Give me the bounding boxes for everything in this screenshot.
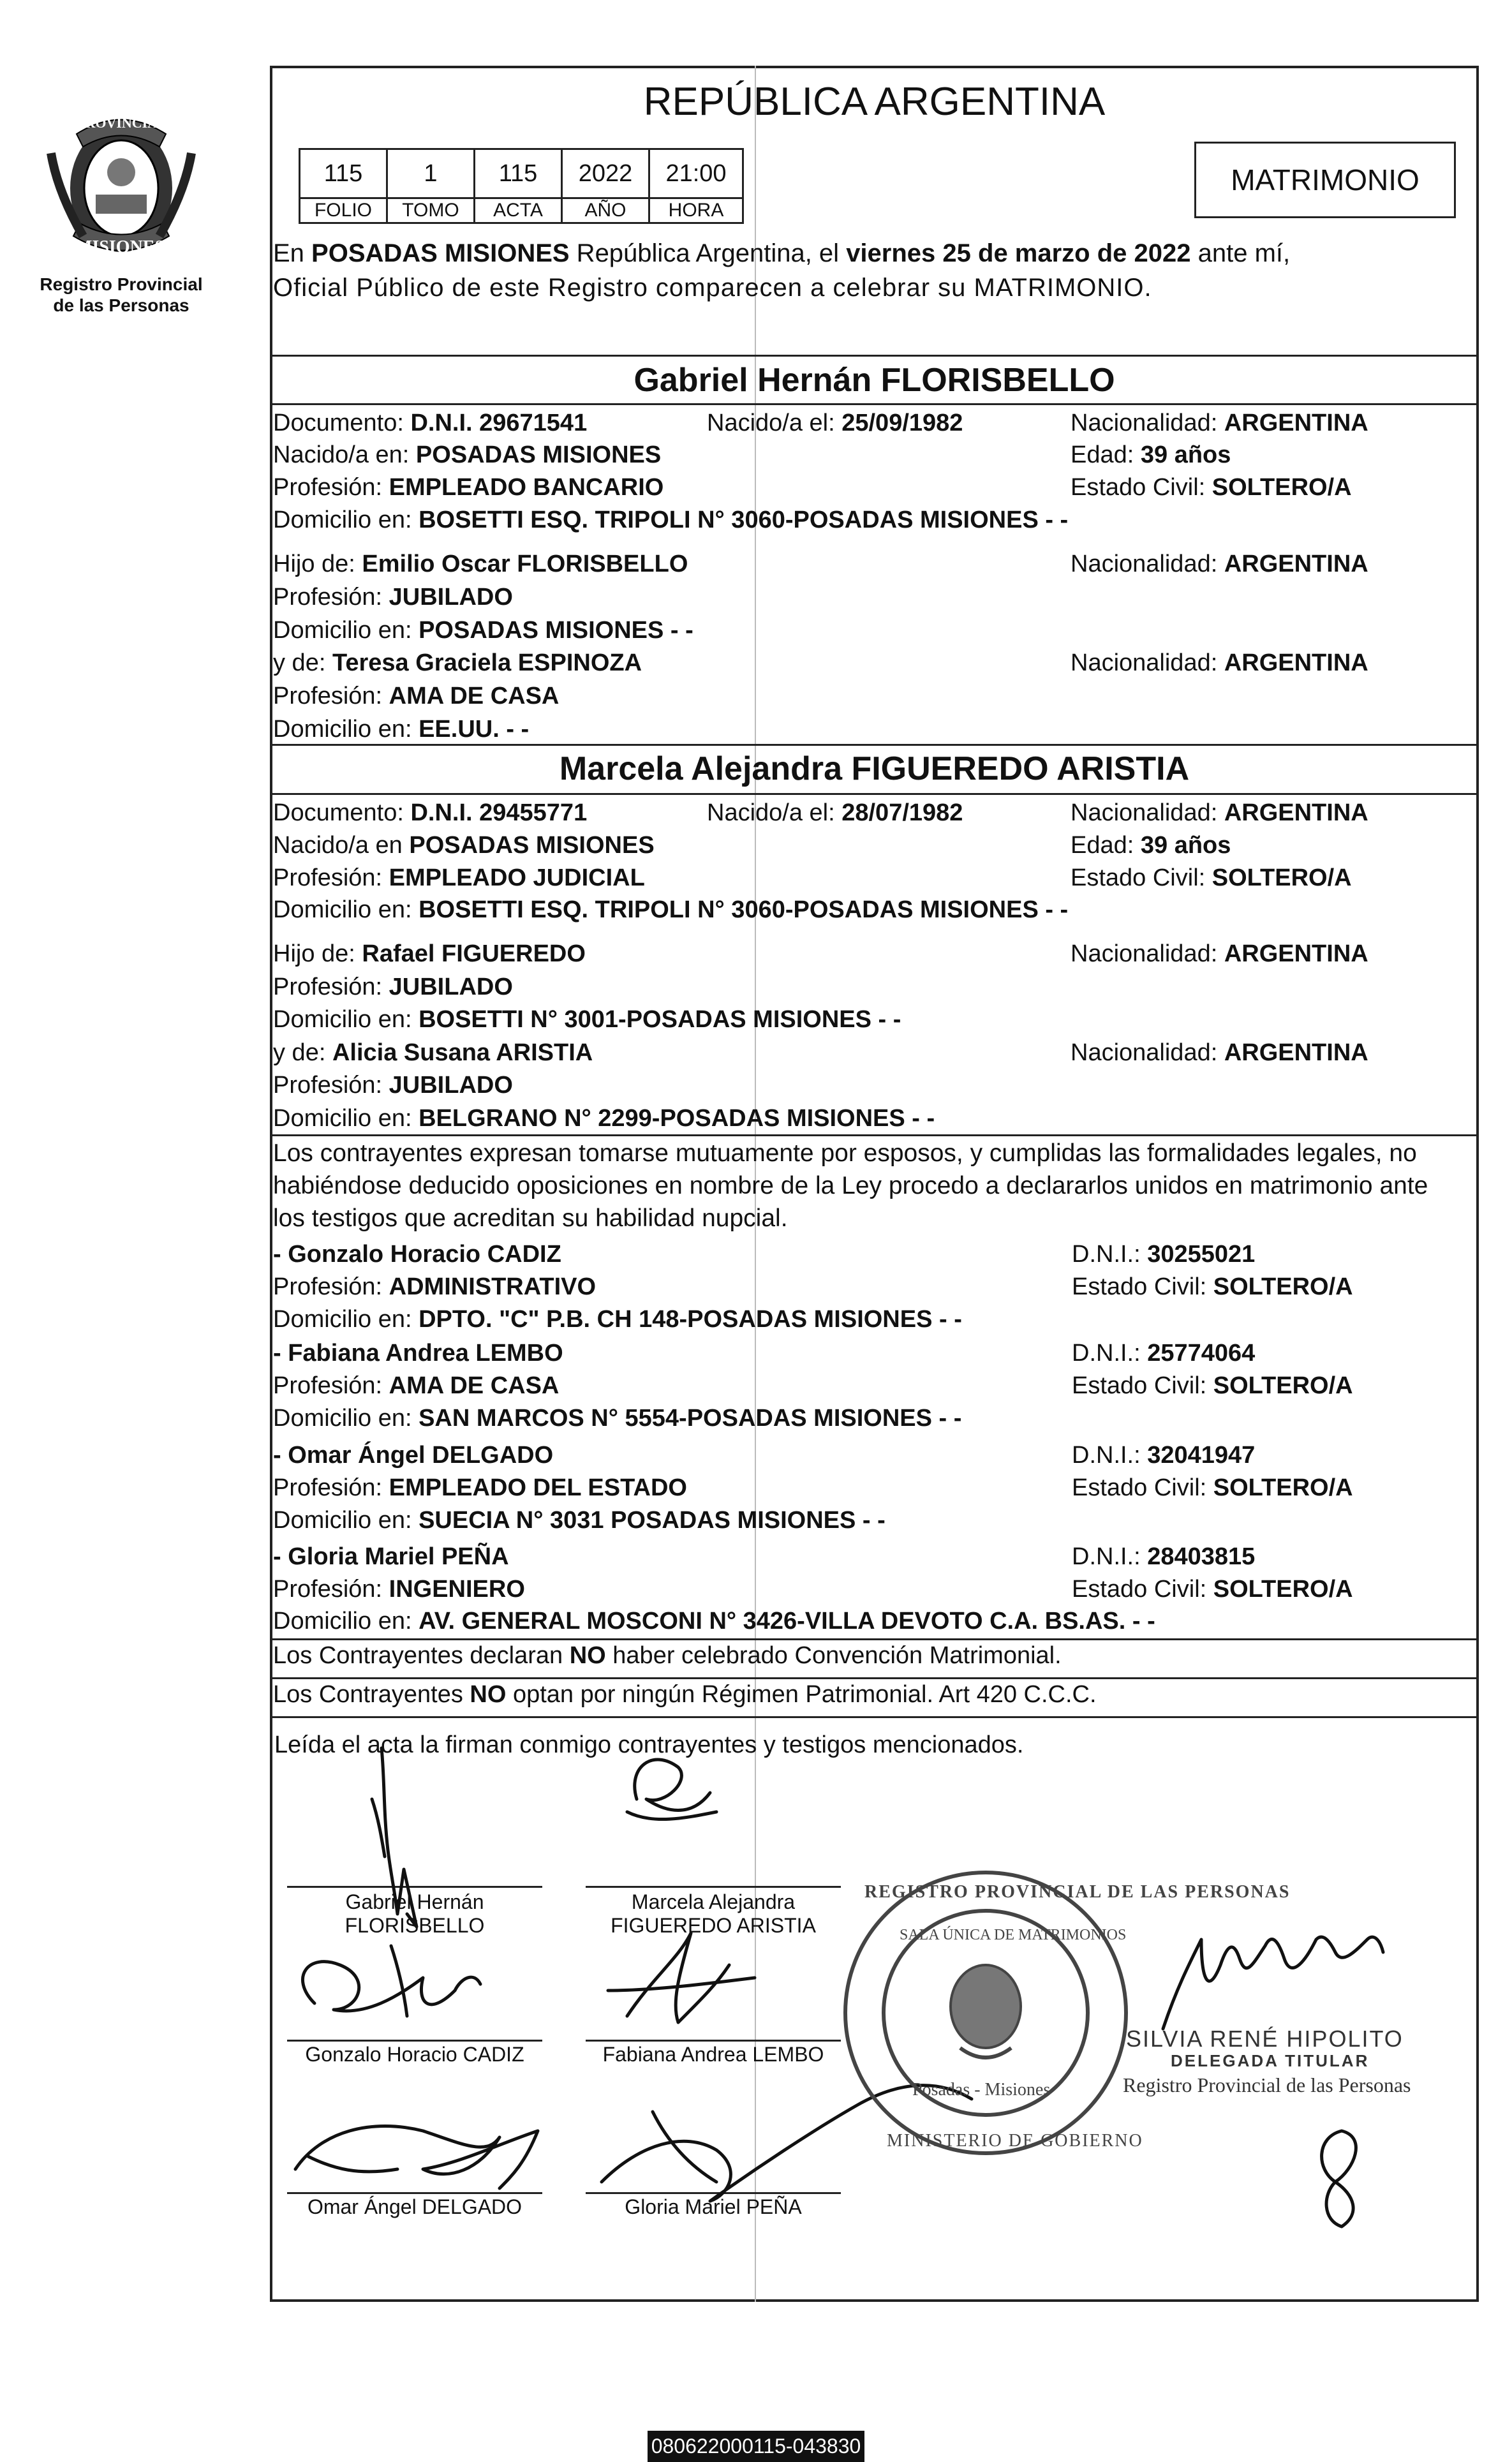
- sig-name-1b: FLORISBELLO: [345, 1914, 485, 1937]
- spouse1-mother-nat: Nacionalidad: ARGENTINA: [1071, 649, 1368, 676]
- spouse1-father: Hijo de: Emilio Oscar FLORISBELLO: [273, 551, 688, 577]
- tomo-label: TOMO: [386, 197, 475, 224]
- tomo-value: 1: [386, 148, 475, 199]
- witness-4-prof: Profesión: INGENIERO: [273, 1576, 525, 1603]
- witness-2-dom: Domicilio en: SAN MARCOS N° 5554-POSADAS MISIONES - -: [273, 1405, 962, 1432]
- folio-value: 115: [299, 148, 388, 199]
- spouse1-born-in: Nacido/a en: POSADAS MISIONES: [273, 441, 662, 468]
- spouse2-doc: Documento: D.N.I. 29455771: [273, 799, 588, 826]
- witness-3-name: - Omar Ángel DELGADO: [273, 1442, 554, 1469]
- declaration-line-3: los testigos que acreditan su habilidad nupcial.: [273, 1205, 788, 1232]
- sig-name-4: Fabiana Andrea LEMBO: [602, 2043, 824, 2066]
- spouse2-father-dom: Domicilio en: BOSETTI N° 3001-POSADAS MISIONES - -: [273, 1006, 901, 1033]
- spouse2-father-nat: Nacionalidad: ARGENTINA: [1071, 940, 1368, 967]
- spouse2-mother-nat: Nacionalidad: ARGENTINA: [1071, 1039, 1368, 1066]
- official-title: DELEGADA TITULAR: [1171, 2051, 1370, 2070]
- spouse2-mother-prof: Profesión: JUBILADO: [273, 1072, 513, 1099]
- spouse2-prof: Profesión: EMPLEADO JUDICIAL: [273, 864, 645, 891]
- acta-label: ACTA: [473, 197, 563, 224]
- logo-caption-1: Registro Provincial: [40, 274, 203, 294]
- intro-line-1: En POSADAS MISIONES República Argentina, el viernes 25 de marzo de 2022 ante mí,: [273, 239, 1291, 267]
- spouse2-dom: Domicilio en: BOSETTI ESQ. TRIPOLI N° 3060-POSADAS MISIONES - -: [273, 896, 1069, 923]
- witness-3-civil: Estado Civil: SOLTERO/A: [1072, 1474, 1353, 1501]
- stamp-outer-text: REGISTRO PROVINCIAL DE LAS PERSONAS: [864, 1882, 1291, 1902]
- spouse1-mother: y de: Teresa Graciela ESPINOZA: [273, 649, 642, 676]
- stamp-inner-text: SALA ÚNICA DE MATRIMONIOS: [900, 1927, 1127, 1943]
- witness-3-prof: Profesión: EMPLEADO DEL ESTADO: [273, 1474, 687, 1501]
- spouse2-birth: Nacido/a el: 28/07/1982: [707, 799, 963, 826]
- closing-statement: Leída el acta la firman conmigo contrayentes y testigos mencionados.: [274, 1732, 1024, 1758]
- doc-type-box: [1194, 142, 1456, 218]
- witness-1-dom: Domicilio en: DPTO. "C" P.B. CH 148-POSADAS MISIONES - -: [273, 1306, 962, 1333]
- logo-caption-2: de las Personas: [53, 295, 189, 315]
- acta-value: 115: [473, 148, 563, 199]
- sig-name-3: Gonzalo Horacio CADIZ: [305, 2043, 524, 2066]
- folio-label: FOLIO: [299, 197, 388, 224]
- spouse2-nat: Nacionalidad: ARGENTINA: [1071, 799, 1368, 826]
- witness-4-dni: D.N.I.: 28403815: [1072, 1543, 1256, 1570]
- witness-1-dni: D.N.I.: 30255021: [1072, 1241, 1256, 1268]
- stamp-bottom-text: MINISTERIO DE GOBIERNO: [887, 2131, 1143, 2151]
- country-title: REPÚBLICA ARGENTINA: [643, 80, 1106, 124]
- declaration-line-1: Los contrayentes expresan tomarse mutuamente por esposos, y cumplidas las formalidades legales, no: [273, 1139, 1417, 1167]
- witness-4-dom: Domicilio en: AV. GENERAL MOSCONI N° 3426-VILLA DEVOTO C.A. BS.AS. - -: [273, 1608, 1155, 1635]
- document-code: 080622000115-043830: [648, 2431, 864, 2462]
- spouse1-father-prof: Profesión: JUBILADO: [273, 584, 513, 611]
- spouse1-age: Edad: 39 años: [1071, 441, 1231, 468]
- official-name: SILVIA RENÉ HIPOLITO: [1126, 2026, 1404, 2052]
- spouse2-mother-dom: Domicilio en: BELGRANO N° 2299-POSADAS MISIONES - -: [273, 1105, 935, 1132]
- spouse1-doc: Documento: D.N.I. 29671541: [273, 410, 588, 436]
- spouse1-civil: Estado Civil: SOLTERO/A: [1071, 474, 1352, 501]
- stamp-city-text: Posadas - Misiones: [912, 2080, 1051, 2100]
- hora-label: HORA: [648, 197, 744, 224]
- spouse2-age: Edad: 39 años: [1071, 832, 1231, 859]
- spouse2-father-prof: Profesión: JUBILADO: [273, 974, 513, 1000]
- spouse1-name: Gabriel Hernán FLORISBELLO: [634, 362, 1115, 399]
- witness-4-civil: Estado Civil: SOLTERO/A: [1072, 1576, 1353, 1603]
- convention-statement: Los Contrayentes declaran NO haber celebrado Convención Matrimonial.: [273, 1642, 1062, 1669]
- spouse1-mother-dom: Domicilio en: EE.UU. - -: [273, 716, 530, 743]
- doc-type-label: MATRIMONIO: [1231, 163, 1419, 197]
- official-org: Registro Provincial de las Personas: [1123, 2073, 1411, 2096]
- witness-3-dom: Domicilio en: SUECIA N° 3031 POSADAS MISIONES - -: [273, 1507, 886, 1534]
- spouse1-father-nat: Nacionalidad: ARGENTINA: [1071, 551, 1368, 577]
- witness-1-civil: Estado Civil: SOLTERO/A: [1072, 1273, 1353, 1300]
- seal-bottom-text: MISIONES: [75, 237, 165, 257]
- spouse1-father-dom: Domicilio en: POSADAS MISIONES - -: [273, 617, 693, 644]
- spouse2-name: Marcela Alejandra FIGUEREDO ARISTIA: [559, 750, 1190, 787]
- witness-1-name: - Gonzalo Horacio CADIZ: [273, 1241, 561, 1268]
- spouse2-born-in: Nacido/a en POSADAS MISIONES: [273, 832, 655, 859]
- spouse1-dom: Domicilio en: BOSETTI ESQ. TRIPOLI N° 3060-POSADAS MISIONES - -: [273, 507, 1069, 533]
- spouse1-birth: Nacido/a el: 25/09/1982: [707, 410, 963, 436]
- sig-name-5: Omar Ángel DELGADO: [307, 2195, 523, 2218]
- witness-4-name: - Gloria Mariel PEÑA: [273, 1543, 509, 1570]
- anio-value: 2022: [561, 148, 650, 199]
- spouse2-mother: y de: Alicia Susana ARISTIA: [273, 1039, 593, 1066]
- declaration-line-2: habiéndose deducido oposiciones en nombre de la Ley procedo a declararlos unidos en matrimonio ante: [273, 1172, 1428, 1199]
- spouse1-nat: Nacionalidad: ARGENTINA: [1071, 410, 1368, 436]
- spouse1-prof: Profesión: EMPLEADO BANCARIO: [273, 474, 664, 501]
- intro-line-2: Oficial Público de este Registro comparecen a celebrar su MATRIMONIO.: [273, 274, 1152, 302]
- spouse2-father: Hijo de: Rafael FIGUEREDO: [273, 940, 586, 967]
- official-seal-stamp: [836, 1863, 1136, 2163]
- witness-2-name: - Fabiana Andrea LEMBO: [273, 1340, 563, 1367]
- sig-name-2a: Marcela Alejandra: [631, 1890, 796, 1913]
- witness-2-civil: Estado Civil: SOLTERO/A: [1072, 1372, 1353, 1399]
- sig-name-1a: Gabriel Hernán: [345, 1890, 484, 1913]
- sig-name-2b: FIGUEREDO ARISTIA: [611, 1914, 816, 1937]
- spouse1-mother-prof: Profesión: AMA DE CASA: [273, 683, 560, 709]
- anio-label: AÑO: [561, 197, 650, 224]
- regime-statement: Los Contrayentes NO optan por ningún Régimen Patrimonial. Art 420 C.C.C.: [273, 1681, 1097, 1708]
- sig-name-6: Gloria Mariel PEÑA: [625, 2195, 802, 2218]
- witness-1-prof: Profesión: ADMINISTRATIVO: [273, 1273, 597, 1300]
- hora-value: 21:00: [648, 148, 744, 199]
- spouse2-civil: Estado Civil: SOLTERO/A: [1071, 864, 1352, 891]
- witness-3-dni: D.N.I.: 32041947: [1072, 1442, 1256, 1469]
- witness-2-prof: Profesión: AMA DE CASA: [273, 1372, 560, 1399]
- witness-2-dni: D.N.I.: 25774064: [1072, 1340, 1256, 1367]
- seal-top-text: PROVINCIA DE: [77, 115, 180, 131]
